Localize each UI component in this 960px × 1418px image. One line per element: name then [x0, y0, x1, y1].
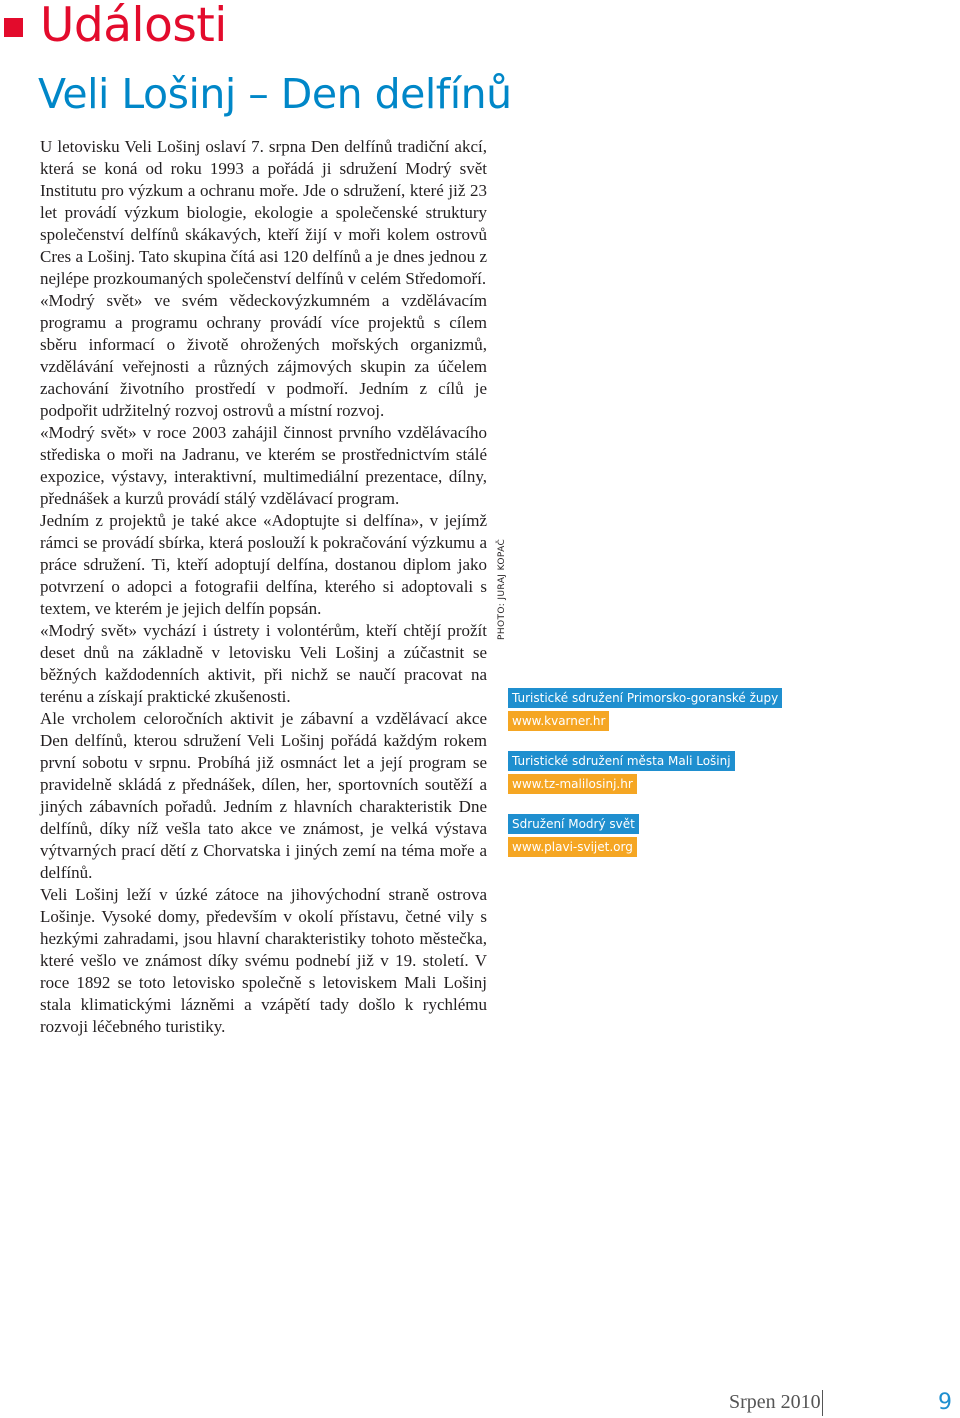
website-link[interactable]: www.tz-malilosinj.hr — [508, 774, 637, 794]
article-paragraph: «Modrý svět» vychází i ústrety i volontérům, kteří chtějí prožít deset dnů na základně v letovisku Veli Lošinj a zúčastnit se běžných každodenních aktivit, při nichž se naučí pracovat na terénu a získají praktické zkušenosti. — [40, 621, 487, 706]
article-paragraph: Ale vrcholem celoročních aktivit je zábavní a vzdělávací akce Den delfínů, kterou sdružení Veli Lošinj pořádá každým rokem první sobotu v srpnu. Probíhá již osmnáct let a její program se pravidelně skládá z přednášek, dílen, her, sportovních soutěží a jiných zábavních pořadů. Jedním z hlavních charakteristik Dne delfínů, díky níž vešla tato akce ve známost, je velká výstava výtvarných prací dětí z Chorvatska i jiných zemí na téma moře a delfínů. — [40, 709, 487, 882]
article-paragraph: «Modrý svět» ve svém vědeckovýzkumném a vzdělávacím programu a programu ochrany provádí více projektů s cílem sběru informací o životě ohrožených mořských organizmů, vzdělávání veřejnosti a různých zájmových skupin za účelem zachování životního prostředí v podmoří. Jedním z cílů je podpořit udržitelný rozvoj ostrovů a místní rozvoj. — [40, 291, 487, 420]
website-link[interactable]: www.kvarner.hr — [508, 711, 609, 731]
organization-label: Turistické sdružení Primorsko-goranské župy — [508, 688, 782, 708]
photo-credit: PHOTO: JURAJ KOPAČ — [497, 538, 507, 640]
article-paragraph: U letovisku Veli Lošinj oslaví 7. srpna Den delfínů tradiční akcí, která se koná od roku 1993 a pořádá ji sdružení Modrý svět Institutu pro výzkum a ochranu moře. Jde o sdružení, které již 23 let provádí výzkum biologie, ekologie a společenské struktury společenství delfínů skákavých, kteří žijí v moři kolem ostrovů Cres a Lošinj. Tato skupina čítá asi 120 delfínů a je dnes jednou z nejlépe prozkoumaných společenství delfínů v celém Středomoří. — [40, 137, 487, 288]
organization-label: Sdružení Modrý svět — [508, 814, 639, 834]
link-group-kvarner — [508, 688, 808, 734]
article-paragraph: «Modrý svět» v roce 2003 zahájil činnost prvního vzdělávacího střediska o moři na Jadranu, ve kterém se prostřednictvím stálé expozice, výstavy, interaktivní, multimediální prezentace, dílny, přednášek a kurzů provádí stálý vzdělávací program. — [40, 423, 487, 508]
section-marker-square — [4, 18, 23, 37]
article-paragraph: Jedním z projektů je také akce «Adoptujte si delfína», v jejímž rámci se provádí sbírka, která poslouží k pokračování výzkumu a práce sdružení. Ti, kteří adoptují delfína, dostanou diplom jako potvrzení o adopci a fotografii delfína, kterého si adoptovali s textem, ve kterém je jejich delfín popsán. — [40, 511, 487, 618]
website-link[interactable]: www.plavi-svijet.org — [508, 837, 637, 857]
issue-month: Srpen 2010 — [729, 1391, 821, 1413]
section-title: Události — [40, 0, 227, 53]
page-number: 9 — [938, 1390, 952, 1415]
article-paragraph: Veli Lošinj leží v úzké zátoce na jihovýchodní straně ostrova Lošinje. Vysoké domy, především v okolí přístavu, četné vily s hezkými zahradami, jsou hlavní charakteristiky tohoto městečka, které vešlo ve známost díky svému podnebí již v 19. století. V roce 1892 se toto letovisko společně s letoviskem Mali Lošinj stala klimatickými lázněmi a vzápětí tady došlo k rychlému rozvoji léčebného turistiky. — [40, 885, 487, 1036]
link-group-modry-svet — [508, 814, 808, 860]
article-body — [40, 136, 487, 1038]
info-links — [508, 688, 808, 877]
article-title: Veli Lošinj – Den delfínů — [38, 70, 512, 118]
link-group-mali-losinj — [508, 751, 808, 797]
footer-divider — [822, 1390, 823, 1416]
organization-label: Turistické sdružení města Mali Lošinj — [508, 751, 735, 771]
